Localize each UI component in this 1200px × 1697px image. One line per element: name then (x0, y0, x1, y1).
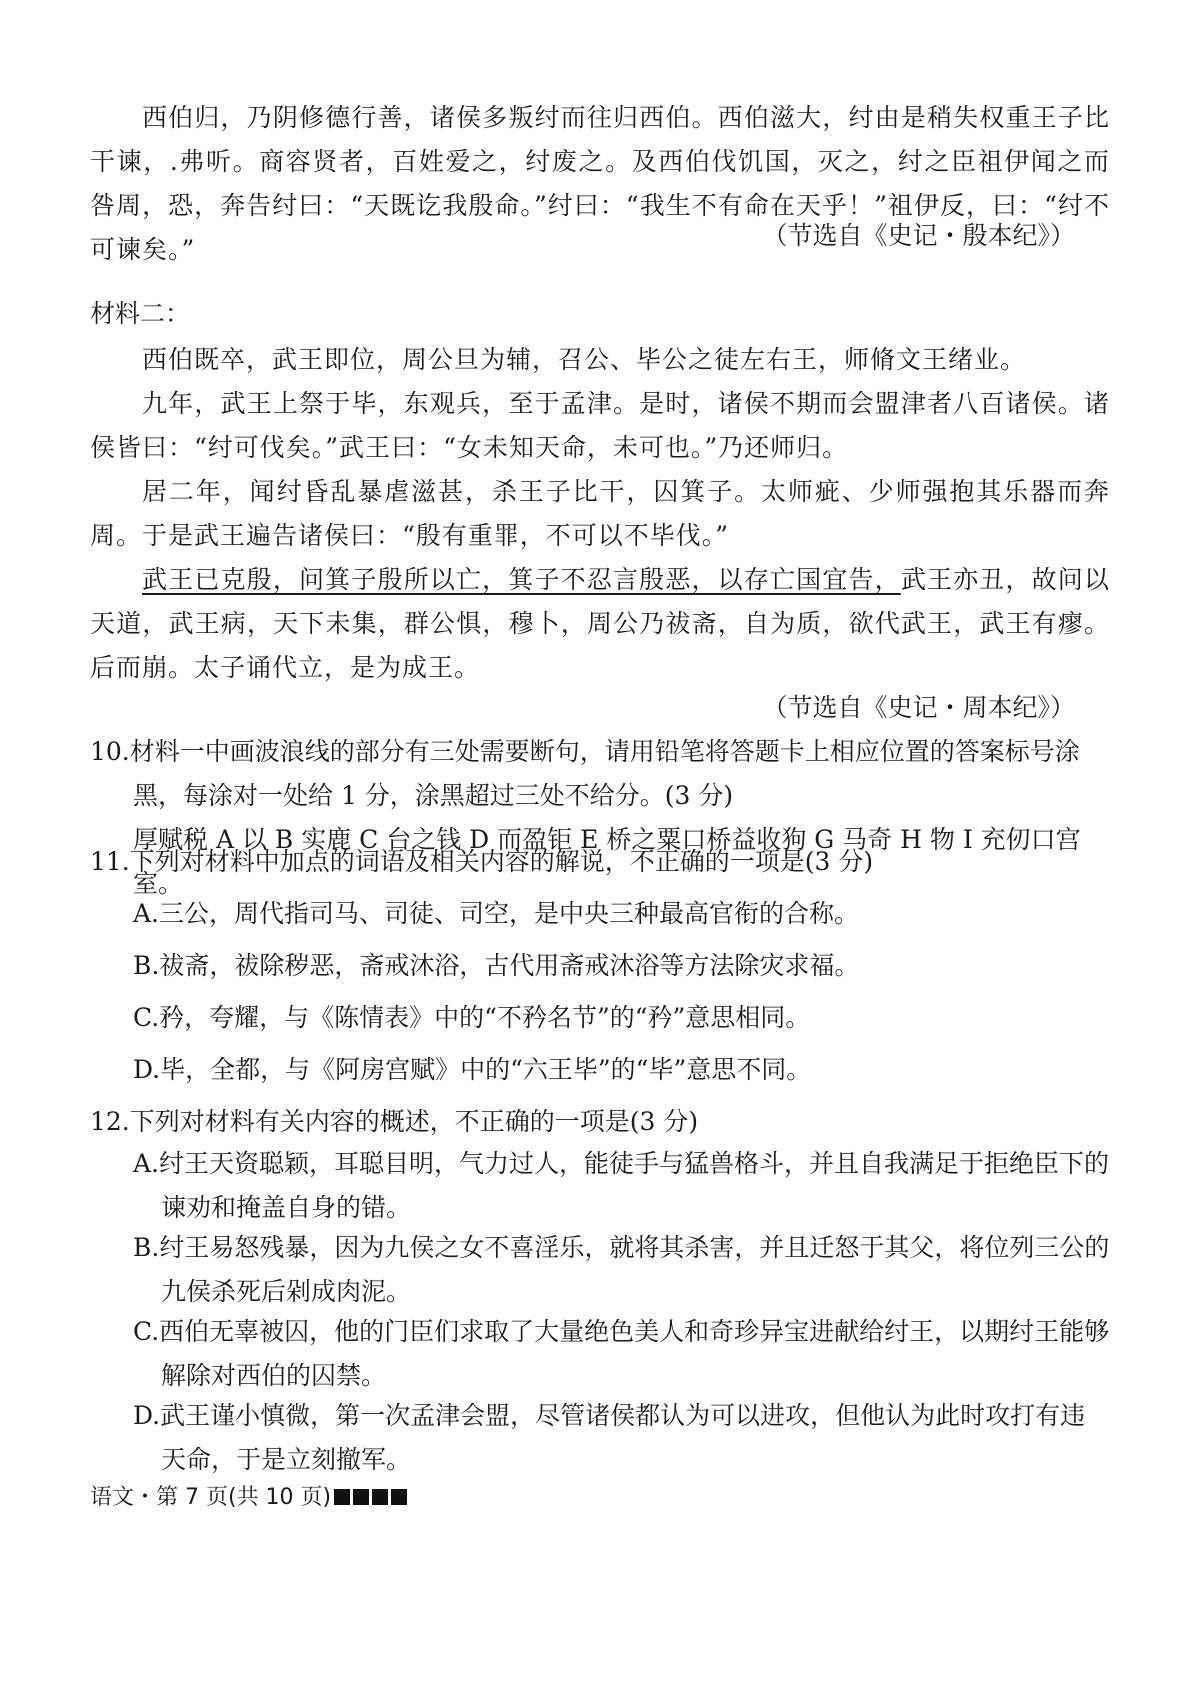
question-12-option-c: C.西伯无辜被囚，他的门臣们求取了大量绝色美人和奇珍异宝进献给纣王，以期纣王能够解除对西伯的囚禁。 (133, 1317, 1110, 1390)
question-12-stem: 12.下列对材料有关内容的概述，不正确的一项是(3 分) (90, 1107, 699, 1136)
question-12-option-b: B.纣王易怒残暴，因为九侯之女不喜淫乐，就将其杀害，并且迁怒于其父，将位列三公的九侯杀死后剁成肉泥。 (133, 1233, 1110, 1306)
material2-paragraph-3: 居二年，闻纣昏乱暴虐滋甚，杀王子比干，囚箕子。太师疵、少师强抱其乐器而奔周。于是武王遍告诸侯曰：“殷有重罪，不可以不毕伐。” (90, 477, 1110, 550)
question-10-stem: 10.材料一中画波浪线的部分有三处需要断句，请用铅笔将答题卡上相应位置的答案标号涂黑，每涂对一处给 1 分，涂黑超过三处不给分。(3 分) (90, 737, 1080, 810)
question-11-option-b: B.祓斋，祓除秽恶，斋戒沐浴，古代用斋戒沐浴等方法除灾求福。 (133, 951, 860, 980)
question-11-option-d: D.毕，全都，与《阿房宫赋》中的“六王毕”的“毕”意思不同。 (133, 1055, 812, 1084)
material2-source: （节选自《史记・周本纪》） (762, 693, 1075, 722)
material2-heading: 材料二： (90, 299, 191, 328)
page-footer (90, 1483, 407, 1513)
material1-paragraph: 西伯归，乃阴修德行善，诸侯多叛纣而往归西伯。西伯滋大，纣由是稍失权重王子比干谏，.弗听。商容贤者，百姓爱之，纣废之。及西伯伐饥国，灭之，纣之臣祖伊闻之而咎周，恐，奔告纣曰：“天既讫我殷命。”纣曰：“我生不有命在天乎！”祖伊反，曰：“纣不可谏矣。” (90, 103, 1110, 264)
material2-paragraph-2: 九年，武王上祭于毕，东观兵，至于孟津。是时，诸侯不期而会盟津者八百诸侯。诸侯皆曰：“纣可伐矣。”武王曰：“女未知天命，未可也。”乃还师归。 (90, 389, 1110, 462)
question-10-sentence: 厚赋税 A 以 B 实鹿 C 台之钱 D 而盈钜 E 桥之粟口桥益收狗 G 马奇 H 物 I 充仞口宫室。 (133, 825, 1081, 898)
footer-square-icon (372, 1489, 388, 1505)
footer-square-icon (334, 1489, 350, 1505)
question-11 (90, 840, 1110, 884)
material1-source: （节选自《史记・殷本纪》） (762, 221, 1075, 250)
footer-square-icon (391, 1489, 407, 1505)
paragraph-rest: 武王亦丑，故问以天道，武王病，天下未集，群公惧，穆卜，周公乃祓斋，自为质，欲代武王，武王有瘳。后而崩。太子诵代立，是为成王。 (90, 565, 1110, 682)
material2-paragraph-4 (90, 558, 1110, 690)
question-11-stem: 11.下列对材料中加点的词语及相关内容的解说，不正确的一项是(3 分) (90, 847, 874, 876)
question-11-option-a: A.三公，周代指司马、司徒、司空，是中央三种最高官衔的合称。 (133, 899, 860, 928)
underlined-sentence: 武王已克殷，问箕子殷所以亡，箕子不忍言殷恶，以存亡国宜告， (142, 565, 901, 594)
footer-square-icon (353, 1489, 369, 1505)
material2-paragraph-1: 西伯既卒，武王即位，周公旦为辅，召公、毕公之徒左右王，师脩文王绪业。 (142, 345, 1027, 374)
question-11-option-c: C.矜，夸耀，与《陈情表》中的“不矜名节”的“矜”意思相同。 (133, 1003, 811, 1032)
footer-text: 语文・第 7 页(共 10 页) (90, 1485, 332, 1510)
question-12 (90, 1100, 1110, 1144)
question-12-option-d: D.武王谨小慎微，第一次孟津会盟，尽管诸侯都认为可以进攻，但他认为此时攻打有违天命，于是立刻撤军。 (133, 1401, 1086, 1474)
question-12-option-a: A.纣王天资聪颖，耳聪目明，气力过人，能徒手与猛兽格斗，并且自我满足于拒绝臣下的谏劝和掩盖自身的错。 (133, 1149, 1110, 1222)
